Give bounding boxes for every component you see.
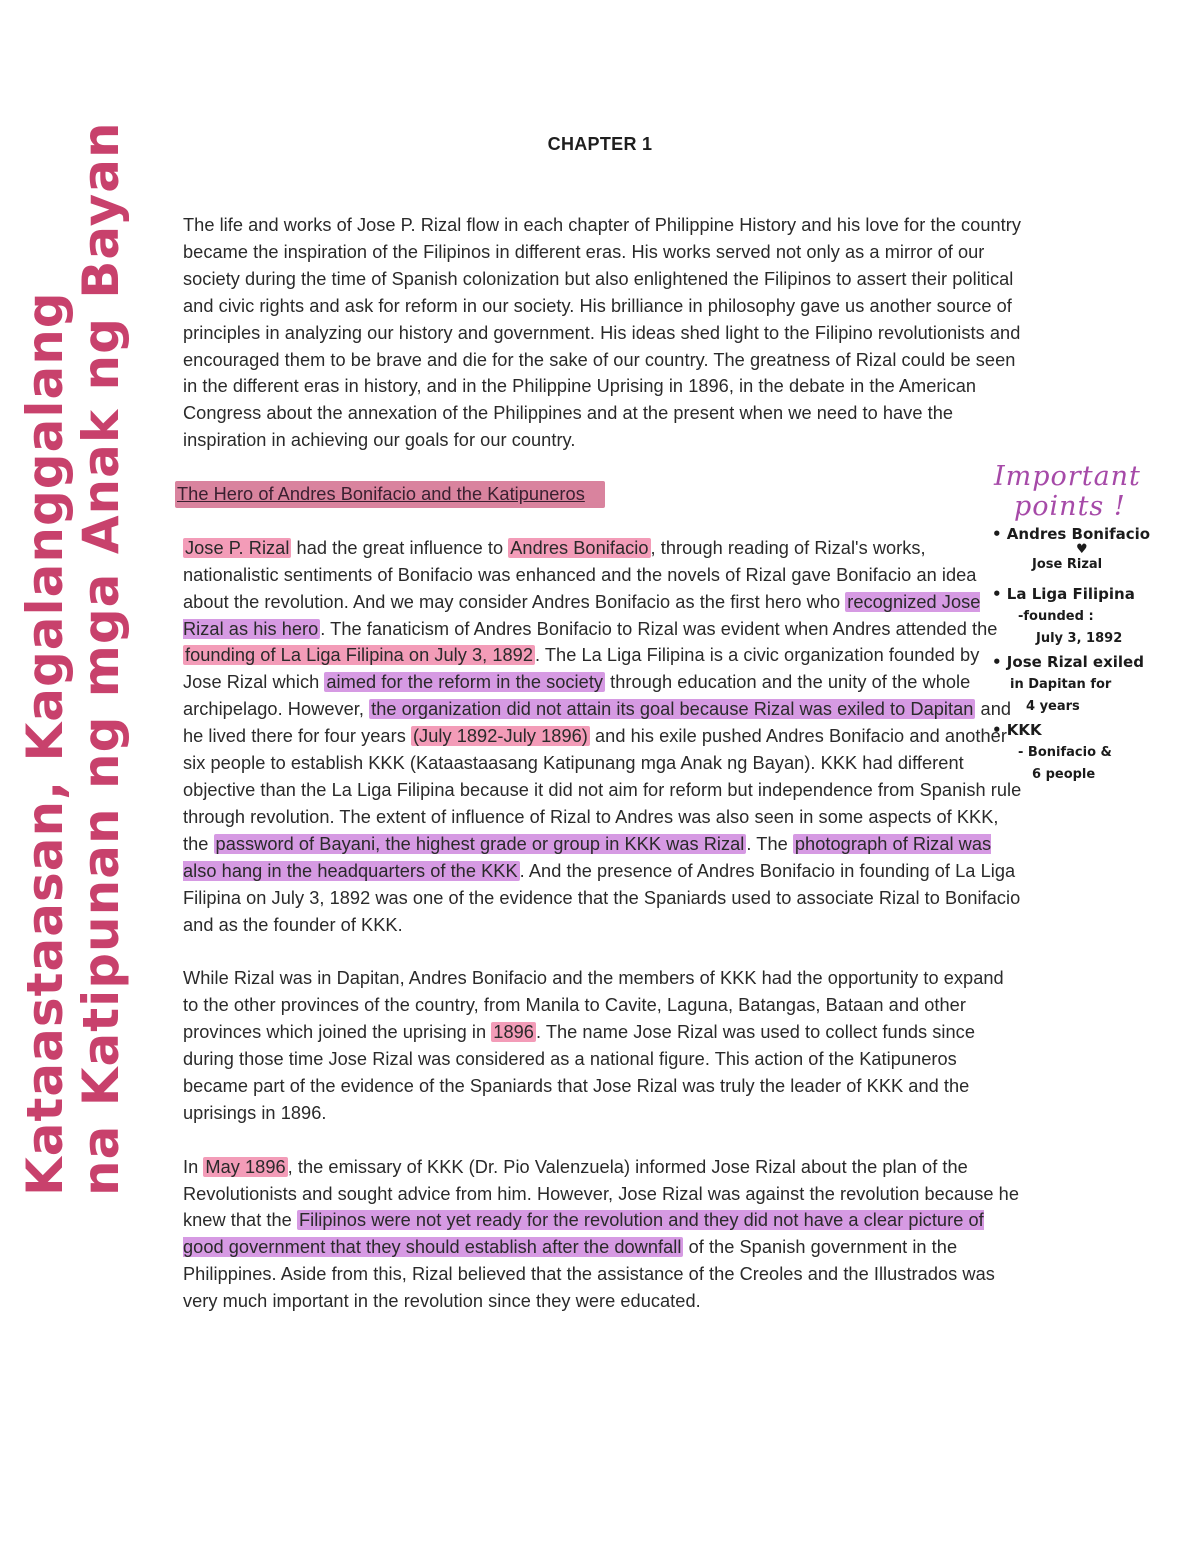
dapitan-paragraph	[183, 965, 1023, 1126]
may-1896-paragraph	[183, 1154, 1023, 1315]
section-heading: The Hero of Andres Bonifacio and the Katipuneros	[175, 481, 605, 508]
highlight-pink: Andres Bonifacio	[510, 537, 649, 558]
right-margin-handwritten-notes	[992, 462, 1200, 786]
chapter-title: CHAPTER 1	[547, 134, 653, 154]
highlight-purple: aimed for the reform in the society	[326, 672, 604, 693]
side-notes-heading	[992, 462, 1200, 522]
highlight-purple: Filipinos were not yet ready for the revolution and they did not have a clear picture of good government that they should establish after the downfall	[183, 1210, 984, 1258]
side-heading-line-2: points !	[1014, 491, 1126, 522]
side-note-sub: 6 people	[1032, 767, 1096, 782]
highlight-purple: the organization did not attain its goal because Rizal was exiled to Dapitan	[371, 699, 974, 720]
text-run: , the emissary of KKK (Dr. Pio Valenzuela) informed Jose Rizal about the plan of the Revolutionists and sought advice from him. However, Jose Rizal was against the revolution because he knew that the	[183, 1156, 1020, 1231]
left-margin-handwritten-note	[0, 0, 180, 1553]
highlight-pink: founding of La Liga Filipina on July 3, 1892	[185, 645, 534, 666]
text-run: . The La Liga Filipina is a civic organization founded by Jose Rizal which	[183, 645, 980, 693]
side-note-sub: - Bonifacio &	[1018, 745, 1112, 760]
highlight-purple: recognized Jose Rizal as his hero	[183, 591, 981, 639]
text-run: . The name Jose Rizal was used to collect funds since during those time Jose Rizal was considered as a national figure. This action of the Katipuneros became part of the evidence of the Spaniards that Jose Rizal was truly the leader of KKK and the uprisings in 1896.	[183, 1022, 975, 1123]
highlight-purple: password of Bayani, the highest grade or group in KKK was Rizal	[215, 833, 745, 854]
text-run: of the Spanish government in the Philippines. Aside from this, Rizal believed that the assistance of the Creoles and the Illustrados was very much important in the revolution since they were educated.	[183, 1237, 995, 1312]
heart-icon: ♥	[1076, 542, 1088, 557]
margin-note-line-1: Kataastaasan, Kagalanggalang	[16, 291, 74, 1196]
highlight-pink: Jose P. Rizal	[185, 537, 290, 558]
text-run: In	[183, 1156, 204, 1177]
highlight-purple: photograph of Rizal was also hang in the headquarters of the KKK	[183, 833, 992, 881]
side-note-item: • La Liga Filipina	[992, 585, 1135, 603]
highlight-pink: (July 1892-July 1896)	[412, 726, 588, 747]
text-run: While Rizal was in Dapitan, Andres Bonifacio and the members of KKK had the opportunity to expand to the other provinces of the country, from Manila to Cavite, Laguna, Batangas, Bataan and other provinces which joined the uprising in	[183, 968, 1004, 1043]
highlight-pink: 1896	[493, 1022, 534, 1043]
side-note-item: • KKK	[992, 721, 1042, 739]
text-run: and his exile pushed Andres Bonifacio and another six people to establish KKK (Kataastaasang Katipunang mga Anak ng Bayan). KKK had different objective than the La Liga Filipina because it did not aim for reform but independence from Spanish rule through revolution. The extent of influence of Rizal to Andres was also seen in some aspects of KKK, the	[183, 726, 1022, 854]
side-note-sub: -founded :	[1018, 609, 1094, 624]
section-heading-row	[177, 481, 1023, 508]
side-heading-line-1: Important	[994, 461, 1141, 492]
side-note-item: • Jose Rizal exiled	[992, 653, 1144, 671]
side-note-sub: in Dapitan for	[1010, 677, 1112, 692]
intro-paragraph: The life and works of Jose P. Rizal flow in each chapter of Philippine History and his love for the country became the inspiration of the Filipinos in different eras. His works served not only as a mirror of our society during the time of Spanish colonization but also enlightened the Filipinos to assert their political and civic rights and ask for reform in our society. His brilliance in philosophy gave us another source of principles in analyzing our history and government. His ideas shed light to the Filipino revolutionists and encouraged them to be brave and die for the sake of our country. The greatness of Rizal could be seen in the different eras in history, and in the Philippine Uprising in 1896, in the debate in the American Congress about the annexation of the Philippines and at the present when we need to have the inspiration in achieving our goals for our country.	[183, 215, 1022, 451]
text-run: . The	[746, 833, 793, 854]
side-note-sub: Jose Rizal	[1032, 557, 1103, 572]
highlight-pink: May 1896	[205, 1156, 286, 1177]
bonifacio-paragraph	[183, 535, 1023, 939]
text-run: and he lived there for four years	[183, 699, 1012, 747]
text-run: through education and the unity of the whole archipelago. However,	[183, 672, 971, 720]
text-run: . And the presence of Andres Bonifacio in founding of La Liga Filipina on July 3, 1892 was one of the evidence that the Spaniards used to associate Rizal to Bonifacio and as the founder of KKK.	[183, 860, 1021, 935]
text-run: . The fanaticism of Andres Bonifacio to Rizal was evident when Andres attended the	[320, 618, 998, 639]
text-run: , through reading of Rizal's works, nationalistic sentiments of Bonifacio was enhanced and the novels of Rizal gave Bonifacio an idea about the revolution. And we may consider Andres Bonifacio as the first hero who	[183, 537, 977, 612]
text-run: had the great influence to	[291, 537, 509, 558]
side-note-sub: 4 years	[1026, 699, 1080, 714]
document-body	[177, 212, 1023, 1342]
side-note-sub: July 3, 1892	[1036, 631, 1123, 646]
margin-note-line-2: na Katipunan ng mga Anak ng Bayan	[72, 121, 130, 1196]
side-note-item: • Andres Bonifacio	[992, 525, 1151, 543]
